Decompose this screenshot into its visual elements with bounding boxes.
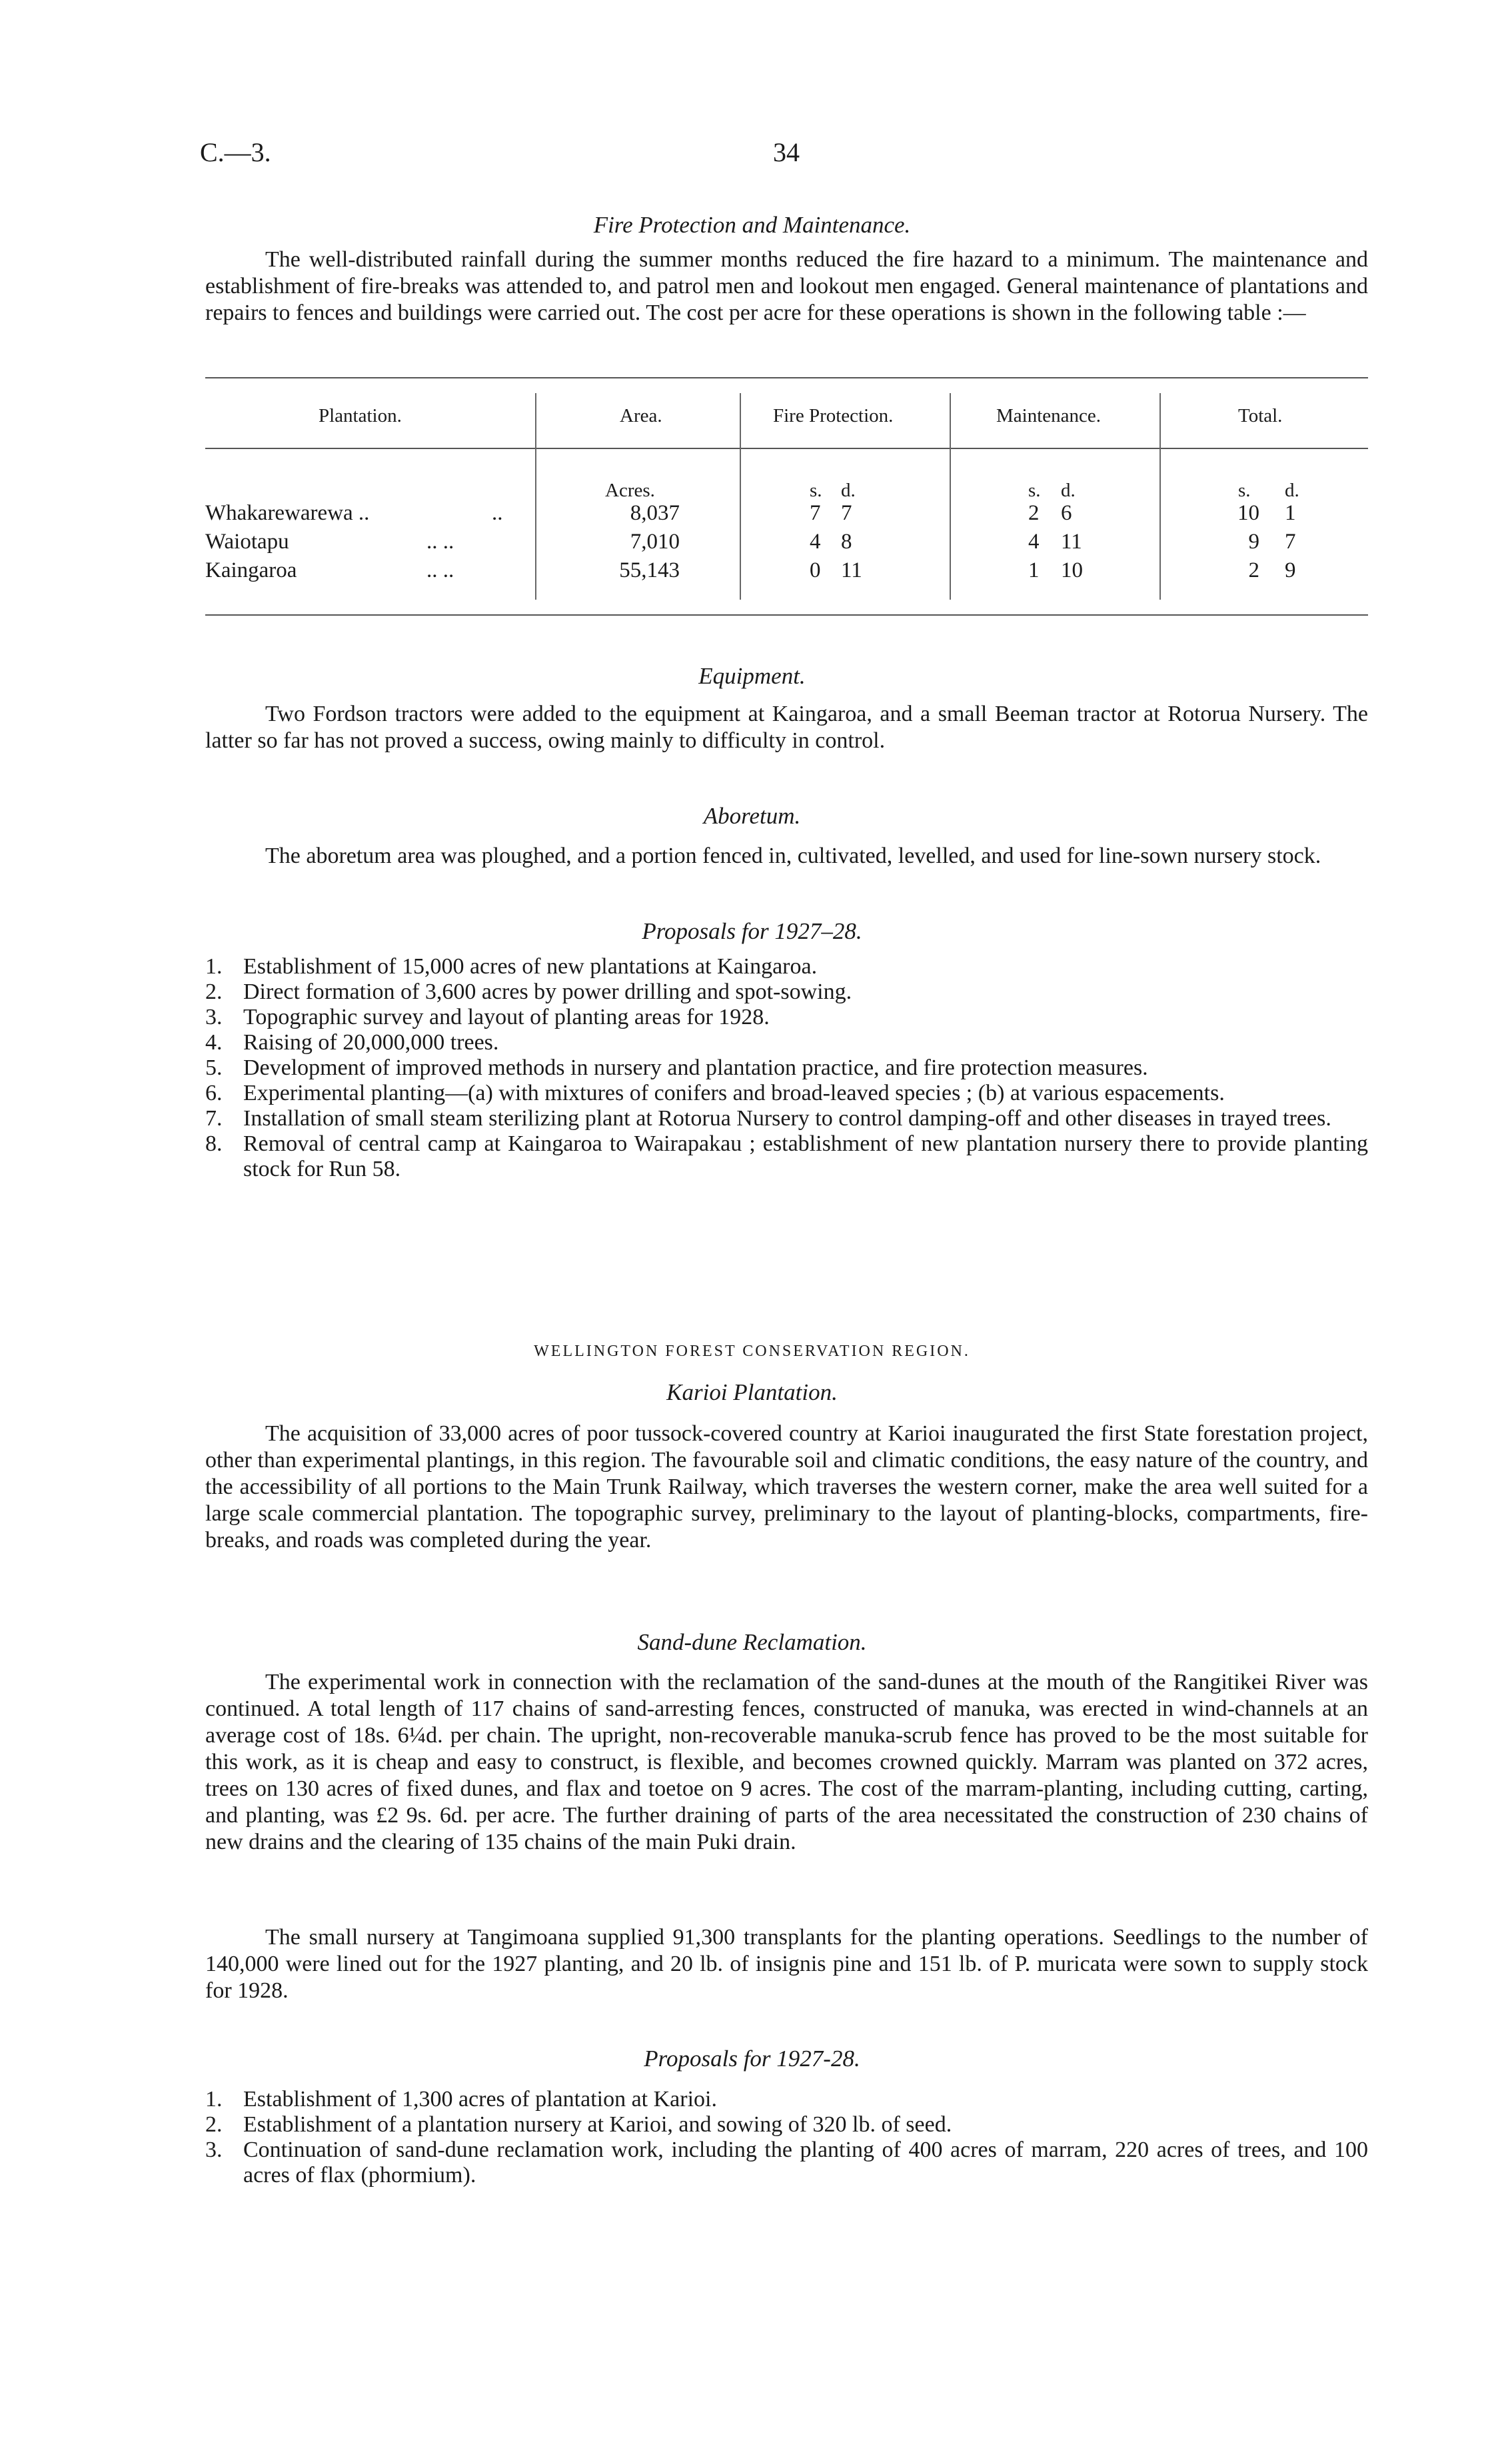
sand-dune-title: Sand-dune Reclamation.	[637, 1629, 867, 1655]
col-header-area: Area.	[620, 405, 662, 426]
table-row-maint-d: 10	[1061, 558, 1083, 582]
fire-section-paragraph: The well-distributed rainfall during the summer months reduced the fire hazard to a minimum. The maintenance and establishment of fire-breaks was attended to, and patrol men and lookout men engaged. General maintenance of plantations and repairs to fences and buildings were carried out. The cost per acre for these operations is shown in the following table :—	[205, 247, 1368, 325]
table-row-total-s: 10	[1237, 501, 1259, 525]
col-header-plantation: Plantation.	[319, 405, 402, 426]
list-item	[205, 1055, 1368, 1081]
table-row-total-d: 1	[1285, 501, 1296, 525]
table-col-divider	[1159, 393, 1161, 600]
aboretum-paragraph: The aboretum area was ploughed, and a portion fenced in, cultivated, levelled, and used for line-sown nursery stock.	[265, 844, 1321, 868]
table-row-area: 8,037	[630, 501, 680, 525]
table-row-maint-s: 4	[1028, 530, 1040, 554]
sand-dune-paragraph-1: The experimental work in connection with the reclamation of the sand-dunes at the mouth of the Rangitikei River was continued. A total length of 117 chains of sand-arresting fences, constructed of manuka, was erected in wind-channels at an average cost of 18s. 6¼d. per chain. The upright, non-recoverable manuka-scrub fence has proved to be the most suitable for this work, as it is cheap and easy to construct, is flexible, and becomes crowned quickly. Marram was planted on 372 acres, trees on 130 acres of fixed dunes, and flax and toetoe on 9 acres. The cost of the marram-planting, including cutting, carting, and planting, was £2 9s. 6d. per acre. The further draining of parts of the area necessitated the construction of 230 chains of new drains and the clearing of 135 chains of the main Puki drain.	[205, 1670, 1368, 1854]
list-item-text: Raising of 20,000,000 trees.	[243, 1030, 499, 1055]
list-item-number: 1.	[205, 954, 223, 979]
unit-fire-d: d.	[841, 480, 856, 501]
unit-total-d: d.	[1285, 480, 1299, 501]
list-item	[205, 979, 1368, 1005]
unit-total-s: s.	[1238, 480, 1251, 501]
table-row-total-s: 9	[1248, 530, 1259, 554]
list-item-number: 5.	[205, 1055, 223, 1080]
list-item	[205, 1106, 1368, 1131]
list-item-number: 3.	[205, 1005, 223, 1029]
karioi-paragraph: The acquisition of 33,000 acres of poor tussock-covered country at Karioi inaugurated the first State forestation project, other than experimental plantings, in this region. The favourable soil and climatic conditions, the easy nature of the country, and the accessibility of all portions to the Main Trunk Railway, which traverses the western corner, make the area well suited for a large scale commercial plantation. The topographic survey, preliminary to the layout of planting-blocks, compartments, fire-breaks, and roads was completed during the year.	[205, 1421, 1368, 1552]
table-row-total-d: 7	[1285, 530, 1296, 554]
list-item-number: 3.	[205, 2138, 223, 2162]
list-item-text: Removal of central camp at Kaingaroa to Wairapakau ; establishment of new plantation nursery there to provide planting stock for Run 58.	[243, 1131, 1368, 1181]
table-row-total-d: 9	[1285, 558, 1296, 582]
list-item	[205, 1081, 1368, 1106]
list-item-text: Establishment of 1,300 acres of plantation at Karioi.	[243, 2087, 717, 2112]
table-row-total-s: 2	[1248, 558, 1259, 582]
list-item-number: 2.	[205, 2112, 223, 2137]
unit-maint-s: s.	[1028, 480, 1041, 501]
col-header-maintenance: Maintenance.	[996, 405, 1102, 426]
region-title: WELLINGTON FOREST CONSERVATION REGION.	[534, 1343, 970, 1360]
list-item-text: Installation of small steam sterilizing plant at Rotorua Nursery to control damping-off and other diseases in trayed trees.	[243, 1106, 1331, 1131]
fire-section-title: Fire Protection and Maintenance.	[593, 212, 911, 238]
table-col-divider	[740, 393, 741, 600]
list-item	[205, 954, 1368, 979]
table-row-dots: .. ..	[426, 530, 454, 554]
list-item	[205, 2087, 1368, 2112]
list-item	[205, 1131, 1368, 1182]
karioi-title: Karioi Plantation.	[666, 1379, 838, 1405]
col-header-fire-protection: Fire Protection.	[773, 405, 894, 426]
unit-maint-d: d.	[1061, 480, 1076, 501]
table-row-fire-d: 8	[841, 530, 852, 554]
list-item	[205, 1005, 1368, 1030]
list-item-number: 1.	[205, 2087, 223, 2112]
table-rule-top	[205, 377, 1368, 378]
table-rule-header	[205, 448, 1368, 449]
proposals-list-2	[205, 2087, 1368, 2188]
list-item-number: 2.	[205, 979, 223, 1004]
list-item	[205, 2138, 1368, 2188]
table-row-fire-s: 0	[810, 558, 821, 582]
list-item-text: Establishment of a plantation nursery at Karioi, and sowing of 320 lb. of seed.	[243, 2112, 952, 2137]
list-item-number: 4.	[205, 1030, 223, 1055]
table-row-maint-d: 11	[1061, 530, 1082, 554]
unit-area: Acres.	[605, 480, 655, 501]
list-item-text: Development of improved methods in nursery and plantation practice, and fire protection measures.	[243, 1055, 1148, 1080]
proposals-title-2: Proposals for 1927-28.	[644, 2046, 860, 2072]
list-item-number: 6.	[205, 1081, 223, 1105]
table-col-divider	[950, 393, 951, 600]
list-item-number: 8.	[205, 1131, 223, 1156]
doc-code: C.—3.	[200, 137, 271, 167]
page-number: 34	[773, 137, 800, 167]
table-row-area: 55,143	[619, 558, 680, 582]
table-row-fire-d: 11	[841, 558, 862, 582]
equipment-title: Equipment.	[698, 663, 806, 689]
equipment-paragraph: Two Fordson tractors were added to the equipment at Kaingaroa, and a small Beeman tractor at Rotorua Nursery. The latter so far has not proved a success, owing mainly to difficulty in control.	[205, 702, 1368, 753]
list-item-number: 7.	[205, 1106, 223, 1131]
table-row-area: 7,010	[630, 530, 680, 554]
table-row-plantation: Waiotapu	[205, 530, 289, 554]
table-row-fire-s: 7	[810, 501, 821, 525]
table-rule-bottom	[205, 614, 1368, 616]
list-item-text: Topographic survey and layout of planting areas for 1928.	[243, 1005, 770, 1029]
table-row-fire-s: 4	[810, 530, 821, 554]
table-col-divider	[535, 393, 536, 600]
table-row-dots: .. ..	[426, 558, 454, 582]
table-row-maint-s: 1	[1028, 558, 1040, 582]
table-row-dots: ..	[492, 501, 503, 525]
list-item	[205, 1030, 1368, 1055]
list-item-text: Continuation of sand-dune reclamation work, including the planting of 400 acres of marram, 220 acres of trees, and 100 acres of flax (phormium).	[243, 2138, 1368, 2187]
list-item-text: Direct formation of 3,600 acres by power drilling and spot-sowing.	[243, 979, 852, 1004]
proposals-title: Proposals for 1927–28.	[642, 918, 862, 944]
unit-fire-s: s.	[810, 480, 822, 501]
list-item	[205, 2112, 1368, 2138]
table-row-plantation: Kaingaroa	[205, 558, 297, 582]
table-row-plantation: Whakarewarewa ..	[205, 501, 370, 525]
proposals-list	[205, 954, 1368, 1182]
list-item-text: Establishment of 15,000 acres of new plantations at Kaingaroa.	[243, 954, 818, 979]
aboretum-title: Aboretum.	[703, 803, 801, 829]
list-item-text: Experimental planting—(a) with mixtures of conifers and broad-leaved species ; (b) at various espacements.	[243, 1081, 1225, 1105]
table-row-fire-d: 7	[841, 501, 852, 525]
col-header-total: Total.	[1238, 405, 1283, 426]
table-row-maint-s: 2	[1028, 501, 1040, 525]
table-row-maint-d: 6	[1061, 501, 1072, 525]
sand-dune-paragraph-2: The small nursery at Tangimoana supplied 91,300 transplants for the planting operations. Seedlings to the number of 140,000 were lined out for the 1927 planting, and 20 lb. of insignis pine and 151 lb. of P. muricata were sown to supply stock for 1928.	[205, 1925, 1368, 2003]
